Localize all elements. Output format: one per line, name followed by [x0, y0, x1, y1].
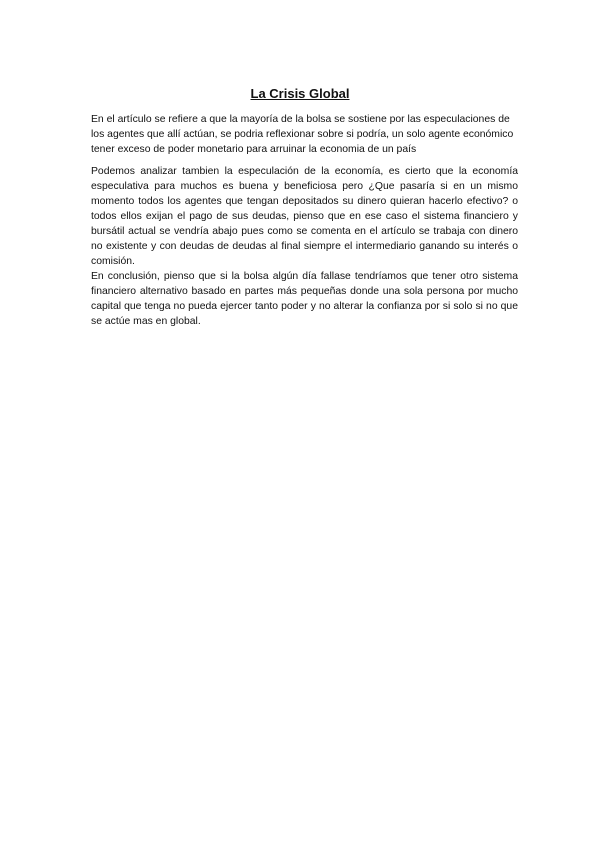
paragraph-2: Podemos analizar tambien la especulación de la economía, es cierto que la economía especulativa para muchos es buena y beneficiosa pero ¿Que pasaría si en un mismo momento todos los agentes que tengan depositados su dinero quieran hacerlo efectivo? o todos ellos exijan el pago de sus deudas, pienso que en ese caso el sistema financiero y bursátil actual se vendría abajo pues como se comenta en el artículo se trabaja con dinero no existente y con deudas de deudas al final siempre el intermediario ganando su interés o comisión.: [91, 166, 518, 267]
document-title: La Crisis Global: [250, 86, 350, 101]
paragraph-3: En conclusión, pienso que si la bolsa algún día fallase tendríamos que tener otro sistema financiero alternativo basado en partes más pequeñas donde una sola persona por mucho capital que tenga no pueda ejercer tanto poder y no alterar la confianza por si solo si no que se actúe mas en global.: [91, 271, 518, 327]
paragraph-1: En el artículo se refiere a que la mayoría de la bolsa se sostiene por las especulaciones de los agentes que allí actúan, se podria reflexionar sobre si podría, un solo agente económico tener exceso de poder monetario para arruinar la economia de un país: [91, 114, 514, 155]
